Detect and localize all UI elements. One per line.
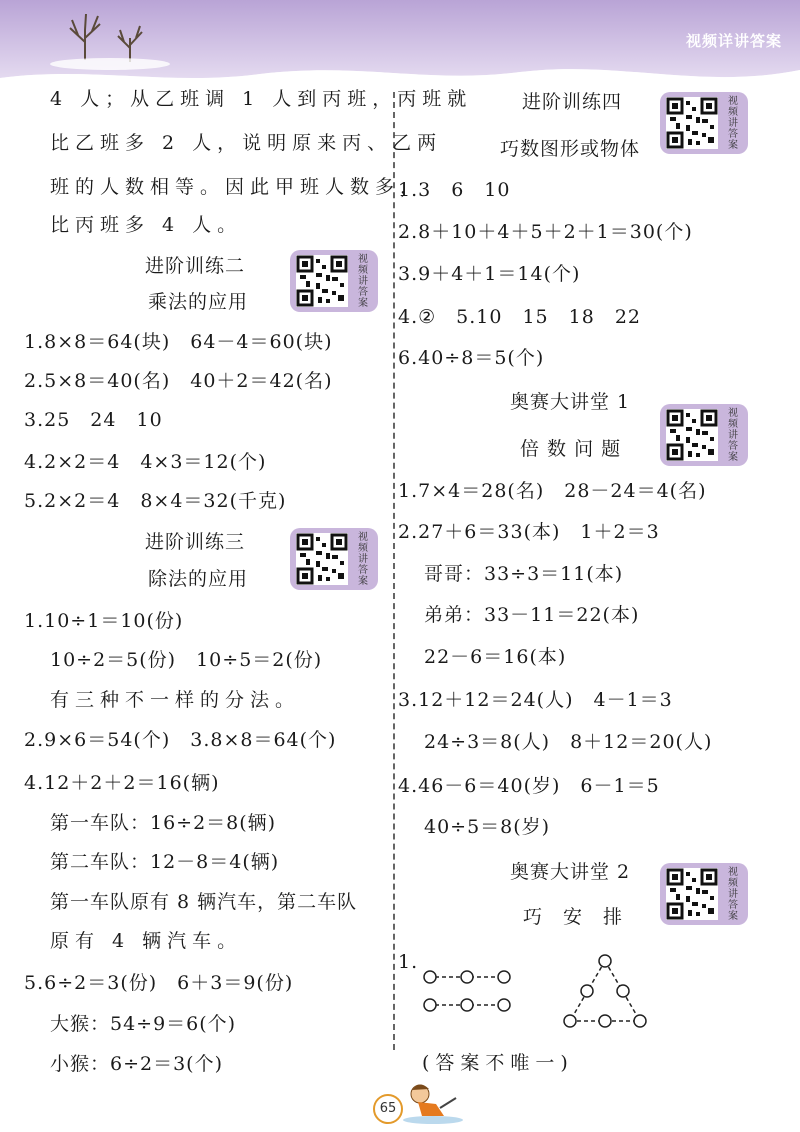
- page-number: 65: [373, 1094, 403, 1124]
- answer-line: 10÷2＝5(份) 10÷5＝2(份): [50, 649, 323, 671]
- qr-label: 视 频 讲 答 案: [358, 532, 368, 587]
- answer-line: 5.6÷2＝3(份) 6＋3＝9(份): [24, 972, 294, 994]
- answer-line: 22－6＝16(本): [424, 646, 567, 668]
- qr-icon: [296, 533, 348, 585]
- section-subtitle: 除法的应用: [148, 568, 249, 590]
- qr-code[interactable]: [660, 404, 748, 466]
- section-subtitle: 倍 数 问 题: [520, 438, 622, 460]
- qr-label: 视 频 讲 答 案: [728, 408, 738, 463]
- arrangement-diagram: [415, 950, 675, 1040]
- answer-line: 第一车队原有 8 辆汽车，第二车队: [50, 891, 358, 913]
- page-header: [0, 0, 800, 92]
- qr-icon: [296, 255, 348, 307]
- qr-label: 视 频 讲 答 案: [358, 254, 368, 309]
- qr-code[interactable]: [660, 92, 748, 154]
- answer-line: 哥哥：33÷3＝11(本): [424, 563, 624, 585]
- answer-line: 4.46－6＝40(岁) 6－1＝5: [398, 775, 660, 797]
- answer-line: 6.40÷8＝5(个): [398, 347, 545, 369]
- answer-line: 3.25 24 10: [24, 409, 163, 431]
- answer-line: 第二车队：12－8＝4(辆): [50, 851, 280, 873]
- section-title: 奥赛大讲堂 2: [510, 861, 631, 883]
- answer-line: 2.27＋6＝33(本) 1＋2＝3: [398, 521, 660, 543]
- answer-line: 2.8＋10＋4＋5＋2＋1＝30(个): [398, 221, 693, 243]
- answer-line: 4.② 5.10 15 18 22: [398, 306, 641, 328]
- intro-line: 4 人；从乙班调 1 人到丙班，丙班就: [50, 88, 473, 110]
- answer-line: 24÷3＝8(人) 8＋12＝20(人): [424, 731, 713, 753]
- section-title: 进阶训练二: [145, 255, 246, 277]
- intro-line: 比乙班多 2 人，说明原来丙、乙两: [50, 132, 443, 154]
- qr-code[interactable]: [290, 528, 378, 590]
- intro-line: 班的人数相等。因此甲班人数多，: [50, 176, 426, 198]
- qr-code[interactable]: [660, 863, 748, 925]
- answer-line: 1.3 6 10: [398, 179, 511, 201]
- answer-line: 1.10÷1＝10(份): [24, 610, 184, 632]
- answer-line: 小猴：6÷2＝3(个): [50, 1053, 224, 1075]
- header-title: 视频详讲答案: [685, 32, 782, 50]
- answer-line: 2.9×6＝54(个) 3.8×8＝64(个): [24, 729, 337, 751]
- section-title: 进阶训练三: [145, 531, 246, 553]
- answer-note: (答案不唯一): [422, 1052, 574, 1074]
- qr-label: 视 频 讲 答 案: [728, 867, 738, 922]
- answer-line: 3.9＋4＋1＝14(个): [398, 263, 581, 285]
- answer-line: 弟弟：33－11＝22(本): [424, 604, 640, 626]
- mascot-icon: [398, 1080, 468, 1126]
- section-subtitle: 乘法的应用: [148, 291, 249, 313]
- qr-label: 视 频 讲 答 案: [728, 96, 738, 151]
- answer-line: 1.7×4＝28(名) 28－24＝4(名): [398, 480, 707, 502]
- answer-line: 5.2×2＝4 8×4＝32(千克): [24, 490, 287, 512]
- header-background: [0, 0, 800, 92]
- intro-line: 比丙班多 4 人。: [50, 214, 243, 236]
- answer-line: 第一车队：16÷2＝8(辆): [50, 812, 277, 834]
- answer-line: 有三种不一样的分法。: [50, 689, 301, 711]
- qr-code[interactable]: [290, 250, 378, 312]
- answer-line: 1.: [398, 951, 419, 973]
- section-title: 进阶训练四: [522, 91, 623, 113]
- answer-line: 大猴：54÷9＝6(个): [50, 1013, 237, 1035]
- answer-line: 2.5×8＝40(名) 40＋2＝42(名): [24, 370, 333, 392]
- section-subtitle: 巧数图形或物体: [500, 138, 641, 160]
- answer-line: 40÷5＝8(岁): [424, 816, 551, 838]
- section-title: 奥赛大讲堂 1: [510, 391, 631, 413]
- answer-line: 3.12＋12＝24(人) 4－1＝3: [398, 689, 673, 711]
- qr-icon: [666, 409, 718, 461]
- answer-line: 1.8×8＝64(块) 64－4＝60(块): [24, 331, 333, 353]
- column-divider: [393, 92, 395, 1050]
- answer-line: 4.2×2＝4 4×3＝12(个): [24, 451, 267, 473]
- qr-icon: [666, 868, 718, 920]
- section-subtitle: 巧 安 排: [523, 906, 624, 928]
- qr-icon: [666, 97, 718, 149]
- answer-line: 原有 4 辆汽车。: [50, 930, 243, 952]
- answer-line: 4.12＋2＋2＝16(辆): [24, 772, 220, 794]
